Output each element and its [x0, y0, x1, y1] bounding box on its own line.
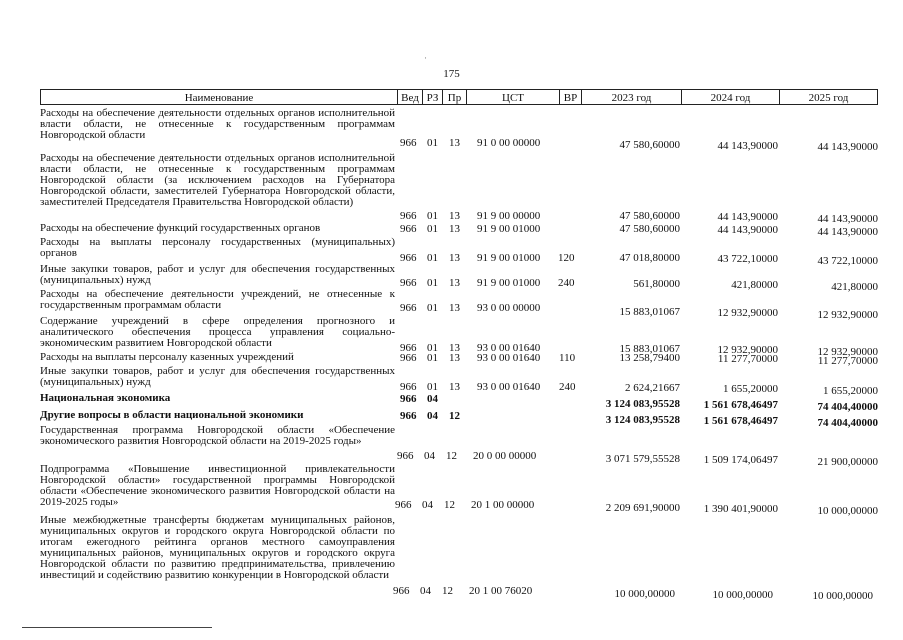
row-ved: 966 — [400, 252, 417, 264]
row-2025: 44 143,90000 — [817, 226, 878, 238]
row-ved: 966 — [400, 393, 417, 405]
row-2024: 12 932,90000 — [717, 307, 778, 319]
row-2025: 11 277,70000 — [817, 355, 878, 367]
row-vr: 120 — [558, 252, 575, 264]
row-rz: 04 — [422, 499, 433, 511]
row-rz: 01 — [427, 252, 438, 264]
row-name: Расходы на обеспечение деятельности отдельных органов исполнительной власти области, не отнесенные к государственным программам Новгородской области (за исключением расходов на Губернатора Новгородской области, заместителей Губернатора Новгородской области, заместителей Председателя Правительства Новгородской области) — [40, 152, 395, 208]
row-ved: 966 — [400, 210, 417, 222]
row-rz: 01 — [427, 381, 438, 393]
row-pr: 13 — [449, 210, 460, 222]
row-rz: 04 — [424, 450, 435, 462]
scan-mark: · — [424, 53, 427, 63]
row-rz: 01 — [427, 277, 438, 289]
row-ved: 966 — [400, 410, 417, 422]
row-2025: 12 932,90000 — [817, 309, 878, 321]
row-pr: 13 — [449, 277, 460, 289]
row-pr: 12 — [446, 450, 457, 462]
row-ved: 966 — [400, 352, 417, 364]
row-2023: 3 124 083,95528 — [605, 414, 680, 426]
header-ved: Вед — [397, 89, 422, 105]
row-2023: 13 258,79400 — [619, 352, 680, 364]
row-ved: 966 — [400, 302, 417, 314]
row-name: Расходы на выплаты персоналу государственных (муниципальных) органов — [40, 236, 395, 259]
row-2024: 421,80000 — [731, 279, 778, 291]
row-ved: 966 — [400, 342, 417, 354]
row-2023: 15 883,01067 — [619, 306, 680, 318]
row-2023: 10 000,00000 — [614, 588, 675, 600]
row-2023: 47 580,60000 — [619, 139, 680, 151]
row-name: Государственная программа Новгородской области «Обеспечение экономического развития Новгородской области на 2019-2025 годы» — [40, 424, 395, 447]
header-rz: РЗ — [422, 89, 442, 105]
row-ved: 966 — [400, 137, 417, 149]
row-name: Расходы на обеспечение деятельности отдельных органов исполнительной власти области, не отнесенные к государственным программам Новгородской области — [40, 107, 395, 141]
row-2024: 1 509 174,06497 — [703, 454, 778, 466]
row-2024: 44 143,90000 — [717, 140, 778, 152]
row-rz: 01 — [427, 342, 438, 354]
row-name: Расходы на выплаты персоналу казенных учреждений — [40, 351, 294, 363]
row-2025: 12 932,90000 — [817, 346, 878, 358]
row-2023: 47 018,80000 — [619, 252, 680, 264]
row-cst: 93 0 00 01640 — [477, 342, 541, 354]
row-cst: 91 0 00 00000 — [477, 137, 541, 149]
row-2024: 12 932,90000 — [717, 344, 778, 356]
row-2024: 10 000,00000 — [712, 589, 773, 601]
row-rz: 01 — [427, 210, 438, 222]
row-2024: 1 655,20000 — [723, 383, 778, 395]
row-name: Подпрограмма «Повышение инвестиционной привлекательности Новгородской области» государственной программы Новгородской области «Обеспечение экономического развития Новгородской области на 2019-2025 годы» — [40, 463, 395, 508]
row-2023: 3 124 083,95528 — [605, 398, 680, 410]
row-2025: 43 722,10000 — [817, 255, 878, 267]
header-2023: 2023 год — [581, 89, 681, 105]
row-pr: 13 — [449, 137, 460, 149]
row-rz: 04 — [420, 585, 431, 597]
row-name: Иные закупки товаров, работ и услуг для обеспечения государственных (муниципальных) нужд — [40, 365, 395, 388]
row-cst: 93 0 00 00000 — [477, 302, 541, 314]
header-name: Наименование — [40, 89, 397, 105]
row-pr: 12 — [449, 410, 460, 422]
row-ved: 966 — [400, 223, 417, 235]
row-cst: 91 9 00 01000 — [477, 223, 541, 235]
row-pr: 13 — [449, 302, 460, 314]
row-name: Другие вопросы в области национальной экономики — [40, 409, 304, 421]
row-cst: 20 1 00 76020 — [469, 585, 533, 597]
row-pr: 13 — [449, 223, 460, 235]
row-2023: 47 580,60000 — [619, 210, 680, 222]
header-pr: Пр — [442, 89, 466, 105]
row-pr: 12 — [444, 499, 455, 511]
row-pr: 13 — [449, 342, 460, 354]
row-rz: 04 — [427, 393, 438, 405]
row-2024: 1 390 401,90000 — [703, 503, 778, 515]
footer-divider — [22, 627, 212, 628]
row-2024: 44 143,90000 — [717, 224, 778, 236]
row-2025: 21 900,00000 — [817, 456, 878, 468]
table-header — [40, 89, 878, 106]
row-rz: 01 — [427, 352, 438, 364]
row-name: Расходы на обеспечение деятельности учреждений, не отнесенные к государственным программам области — [40, 288, 395, 311]
row-name: Расходы на обеспечение функций государственных органов — [40, 222, 321, 234]
row-2025: 74 404,40000 — [817, 401, 878, 413]
header-2025: 2025 год — [779, 89, 878, 105]
row-vr: 110 — [559, 352, 576, 364]
row-cst: 93 0 00 01640 — [477, 381, 541, 393]
row-rz: 04 — [427, 410, 438, 422]
row-ved: 966 — [400, 277, 417, 289]
row-2023: 2 209 691,90000 — [605, 502, 680, 514]
row-2025: 74 404,40000 — [817, 417, 878, 429]
row-pr: 13 — [449, 381, 460, 393]
row-2025: 10 000,00000 — [817, 505, 878, 517]
header-vr: ВР — [559, 89, 581, 105]
row-name: Иные межбюджетные трансферты бюджетам муниципальных районов, муниципальных округов и городского округа Новгородской области по итогам ежегодного рейтинга органов местного самоуправления муниципальных районов, муниципальных округов и городского округа Новгородской области по развитию предпринимательства, привлечению инвестиций и содействию развитию конкуренции в Новгородской области — [40, 514, 395, 581]
row-2024: 44 143,90000 — [717, 211, 778, 223]
row-cst: 20 0 00 00000 — [473, 450, 537, 462]
row-2025: 1 655,20000 — [823, 385, 878, 397]
row-pr: 13 — [449, 352, 460, 364]
row-cst: 91 9 00 01000 — [477, 252, 541, 264]
row-2024: 1 561 678,46497 — [703, 399, 778, 411]
header-2024: 2024 год — [681, 89, 779, 105]
row-2024: 11 277,70000 — [717, 353, 778, 365]
row-cst: 91 9 00 01000 — [477, 277, 541, 289]
header-cst: ЦСТ — [466, 89, 559, 105]
row-2024: 1 561 678,46497 — [703, 415, 778, 427]
row-2023: 47 580,60000 — [619, 223, 680, 235]
row-2023: 2 624,21667 — [625, 382, 680, 394]
row-name: Содержание учреждений в сфере определения прогнозного и аналитического обеспечения процесса управления социально-экономическим развитием Новгородской области — [40, 315, 395, 349]
row-2023: 3 071 579,55528 — [605, 453, 680, 465]
row-rz: 01 — [427, 223, 438, 235]
row-cst: 93 0 00 01640 — [477, 352, 541, 364]
row-2025: 10 000,00000 — [812, 590, 873, 602]
row-name: Иные закупки товаров, работ и услуг для обеспечения государственных (муниципальных) нужд — [40, 263, 395, 286]
row-2025: 421,80000 — [831, 281, 878, 293]
row-ved: 966 — [397, 450, 414, 462]
row-ved: 966 — [395, 499, 412, 511]
row-ved: 966 — [393, 585, 410, 597]
row-2025: 44 143,90000 — [817, 213, 878, 225]
row-rz: 01 — [427, 302, 438, 314]
row-2023: 15 883,01067 — [619, 343, 680, 355]
page-number: 175 — [443, 68, 460, 80]
row-cst: 91 9 00 00000 — [477, 210, 541, 222]
row-vr: 240 — [558, 277, 575, 289]
row-rz: 01 — [427, 137, 438, 149]
row-ved: 966 — [400, 381, 417, 393]
row-2025: 44 143,90000 — [817, 141, 878, 153]
row-name: Национальная экономика — [40, 392, 171, 404]
row-cst: 20 1 00 00000 — [471, 499, 535, 511]
row-2023: 561,80000 — [633, 278, 680, 290]
row-2024: 43 722,10000 — [717, 253, 778, 265]
row-pr: 13 — [449, 252, 460, 264]
row-pr: 12 — [442, 585, 453, 597]
row-vr: 240 — [559, 381, 576, 393]
